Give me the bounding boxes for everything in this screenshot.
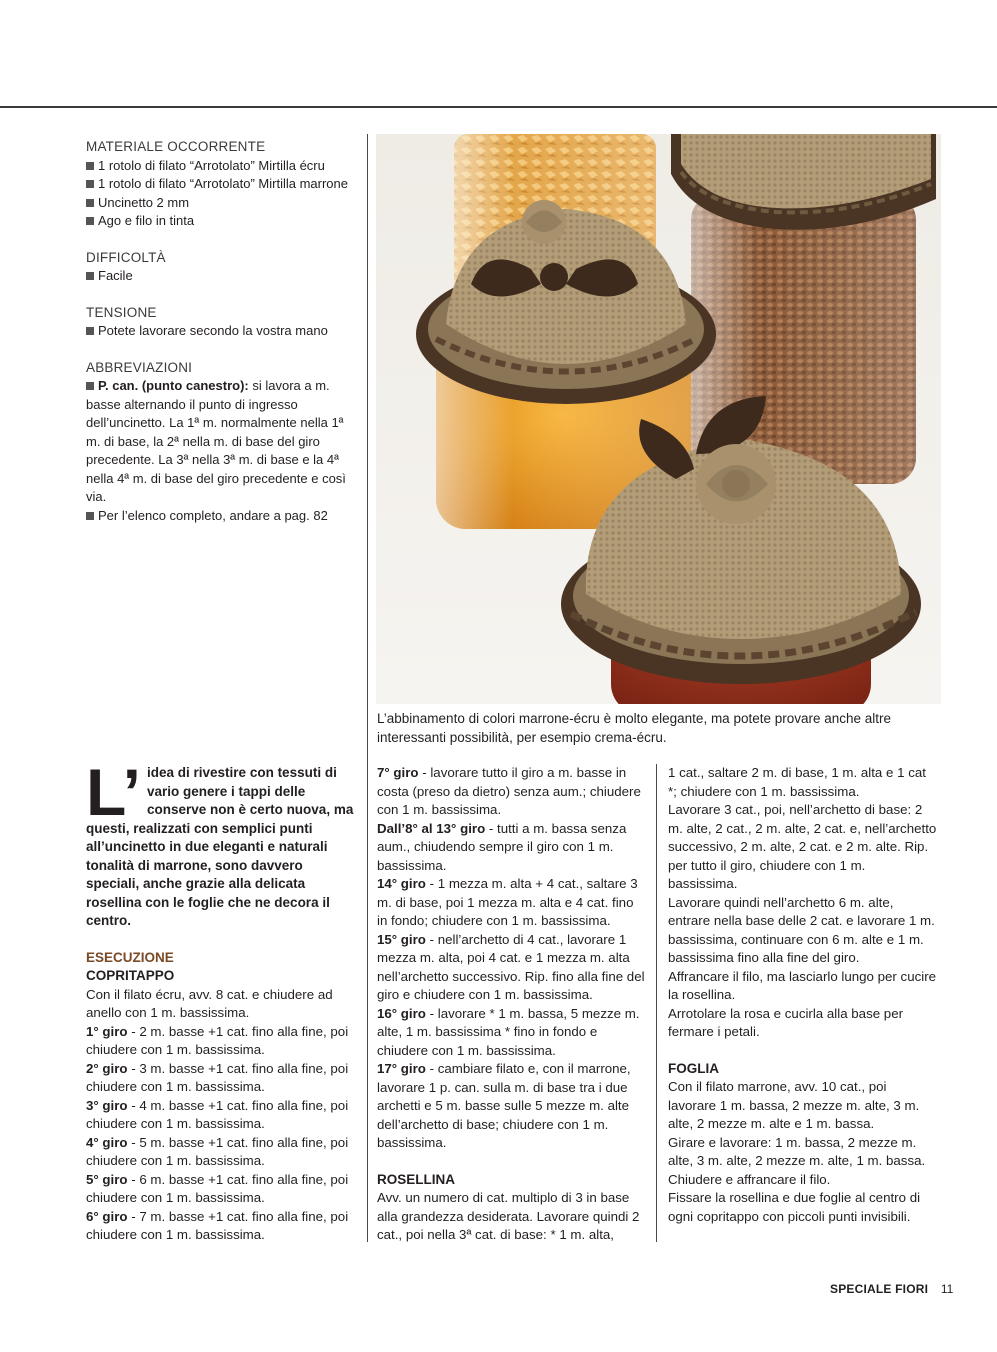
- bullet-square-icon: [86, 382, 94, 390]
- photo-caption: L’abbinamento di colori marrone-écru è molto elegante, ma potete provare anche altre interessanti possibilità, per esempio crema-écru.: [377, 711, 892, 745]
- abbreviation-item: Per l’elenco completo, andare a pag. 82: [86, 507, 356, 526]
- top-rule: [0, 106, 997, 108]
- bullet-square-icon: [86, 162, 94, 170]
- round-instruction: 2° giro - 3 m. basse +1 cat. fino alla fine, poi chiudere con 1 m. bassissima.: [86, 1060, 349, 1094]
- rosellina-instruction: 1 cat., saltare 2 m. di base, 1 m. alta e 1 cat *; chiudere con 1 m. bassissima.: [668, 765, 926, 799]
- materials-item: Ago e filo in tinta: [86, 212, 356, 231]
- abbreviations-heading: ABBREVIAZIONI: [86, 359, 193, 375]
- column-divider: [367, 764, 368, 1242]
- round-instruction: 3° giro - 4 m. basse +1 cat. fino alla fine, poi chiudere con 1 m. bassissima.: [86, 1097, 349, 1131]
- foglia-instruction: Fissare la rosellina e due foglie al centro di ogni copritappo con piccoli punti invisibili.: [668, 1190, 921, 1224]
- column-1: [86, 755, 354, 1245]
- round-instruction: 7° giro - lavorare tutto il giro a m. basse in costa (preso da dietro) senza aum.; chiudere con 1 m. bassissima.: [377, 765, 641, 817]
- round-instruction: Dall’8° al 13° giro - tutti a m. bassa senza aum., chiudendo sempre il giro con 1 m. bassissima.: [377, 820, 627, 873]
- materials-heading: MATERIALE OCCORRENTE: [86, 139, 266, 154]
- round-instruction: 5° giro - 6 m. basse +1 cat. fino alla fine, poi chiudere con 1 m. bassissima.: [86, 1171, 349, 1205]
- round-instruction: 16° giro - lavorare * 1 m. bassa, 5 mezze m. alte, 1 m. bassissima * fino in fondo e chiudere con 1 m. bassissima.: [377, 1005, 640, 1058]
- foglia-heading: FOGLIA: [668, 1060, 719, 1076]
- start-instruction: Con il filato écru, avv. 8 cat. e chiudere ad anello con 1 m. bassissima.: [86, 986, 333, 1020]
- materials-sidebar: [86, 138, 356, 525]
- round-instruction: 17° giro - cambiare filato e, con il marrone, lavorare 1 p. can. sulla m. di base tra i due archetti e 5 m. basse sulle 5 mezze m. alte dell’archetto di base; chiudere con 1 m. bassissima.: [377, 1061, 631, 1150]
- foglia-instruction: Girare e lavorare: 1 m. bassa, 2 mezze m. alte, 3 m. alte, 2 mezze m. alte, 1 m. bassa.: [668, 1134, 926, 1168]
- round-instruction: 14° giro - 1 mezza m. alta + 4 cat., saltare 3 m. di base, poi 1 mezza m. alta e 4 cat. fino in fondo; chiudere con 1 m. bassissima.: [377, 876, 638, 928]
- rosellina-instruction: Avv. un numero di cat. multiplo di 3 in base alla grandezza desiderata. Lavorare quindi 2 cat., poi nella 3ª cat. di base: * 1 m. alta,: [377, 1190, 640, 1242]
- difficulty-heading: DIFFICOLTÀ: [86, 249, 166, 265]
- column-2: [377, 764, 645, 1245]
- jar-covers-photo: [376, 134, 941, 704]
- page-footer: [830, 1282, 953, 1296]
- rosellina-instruction: Lavorare 3 cat., poi, nell’archetto di base: 2 m. alte, 2 cat., 2 m. alte, 2 cat. e, nell’archetto successivo, 2 m. alte, 2 cat. e 2 m. alte. Rip. per tutto il giro, chiudere con 1 m. bassissima.: [668, 802, 937, 891]
- bullet-square-icon: [86, 327, 94, 335]
- tension-heading: TENSIONE: [86, 304, 157, 320]
- esecuzione-heading: ESECUZIONE: [86, 949, 174, 965]
- bullet-square-icon: [86, 217, 94, 225]
- materials-item: 1 rotolo di filato “Arrotolato” Mirtilla écru: [86, 157, 356, 176]
- dropcap: L’: [86, 755, 142, 829]
- tension-item: Potete lavorare secondo la vostra mano: [86, 322, 356, 341]
- copritappo-heading: COPRITAPPO: [86, 968, 175, 983]
- materials-item: 1 rotolo di filato “Arrotolato” Mirtilla marrone: [86, 175, 356, 194]
- intro-paragraph: L’ idea di rivestire con tessuti di vario genere i tappi delle conserve non è certo nuova, ma questi, realizzati con semplici punti all’uncinetto in due eleganti e naturali tonalità di marrone, sono davvero speciali, anche grazie alla delicata rosellina con le foglie che ne decora il centro.: [86, 755, 354, 928]
- rosellina-instruction: Affrancare il filo, ma lasciarlo lungo per cucire la rosellina.: [668, 968, 937, 1002]
- foglia-instruction: Con il filato marrone, avv. 10 cat., poi lavorare 1 m. bassa, 2 mezze m. alte, 3 m. alte, 2 mezze m. alte e 1 m. bassa.: [668, 1079, 920, 1131]
- magazine-name: SPECIALE FIORI: [830, 1282, 929, 1296]
- page-number: 11: [940, 1282, 954, 1296]
- materials-item: Uncinetto 2 mm: [86, 194, 356, 213]
- column-3: [668, 764, 938, 1226]
- round-instruction: 6° giro - 7 m. basse +1 cat. fino alla fine, poi chiudere con 1 m. bassissima.: [86, 1208, 349, 1242]
- bullet-square-icon: [86, 180, 94, 188]
- round-instruction: 4° giro - 5 m. basse +1 cat. fino alla fine, poi chiudere con 1 m. bassissima.: [86, 1134, 349, 1168]
- rosellina-heading: ROSELLINA: [377, 1171, 456, 1187]
- round-instruction: 1° giro - 2 m. basse +1 cat. fino alla fine, poi chiudere con 1 m. bassissima.: [86, 1023, 349, 1057]
- bullet-square-icon: [86, 512, 94, 520]
- crochet-jar-covers-illustration: [376, 134, 941, 704]
- round-instruction: 15° giro - nell’archetto di 4 cat., lavorare 1 mezza m. alta, poi 4 cat. e 1 mezza m. alta nell’archetto successivo. Rip. fino alla fine del giro e chiudere con 1 m. bassissima.: [377, 931, 645, 1002]
- bullet-square-icon: [86, 272, 94, 280]
- difficulty-item: Facile: [86, 267, 356, 286]
- foglia-instruction: Chiudere e affrancare il filo.: [668, 1171, 831, 1187]
- abbreviation-item: P. can. (punto canestro): si lavora a m. basse alternando il punto di ingresso dell’uncinetto. La 1ª m. normalmente nella 1ª m. di base, la 2ª nella m. di base del giro precedente. La 3ª nella 3ª m. di base e la 4ª nella 4ª m. di base del giro precedente e così via.: [86, 378, 346, 504]
- bullet-square-icon: [86, 199, 94, 207]
- rosellina-instruction: Arrotolare la rosa e cucirla alla base per fermare i petali.: [668, 1005, 904, 1039]
- column-divider: [656, 764, 657, 1242]
- rosellina-instruction: Lavorare quindi nell’archetto 6 m. alte, entrare nella base delle 2 cat. e lavorare 1 m. bassissima, continuare con 6 m. alte e 1 m. bassissima fino alla fine del giro.: [668, 894, 935, 965]
